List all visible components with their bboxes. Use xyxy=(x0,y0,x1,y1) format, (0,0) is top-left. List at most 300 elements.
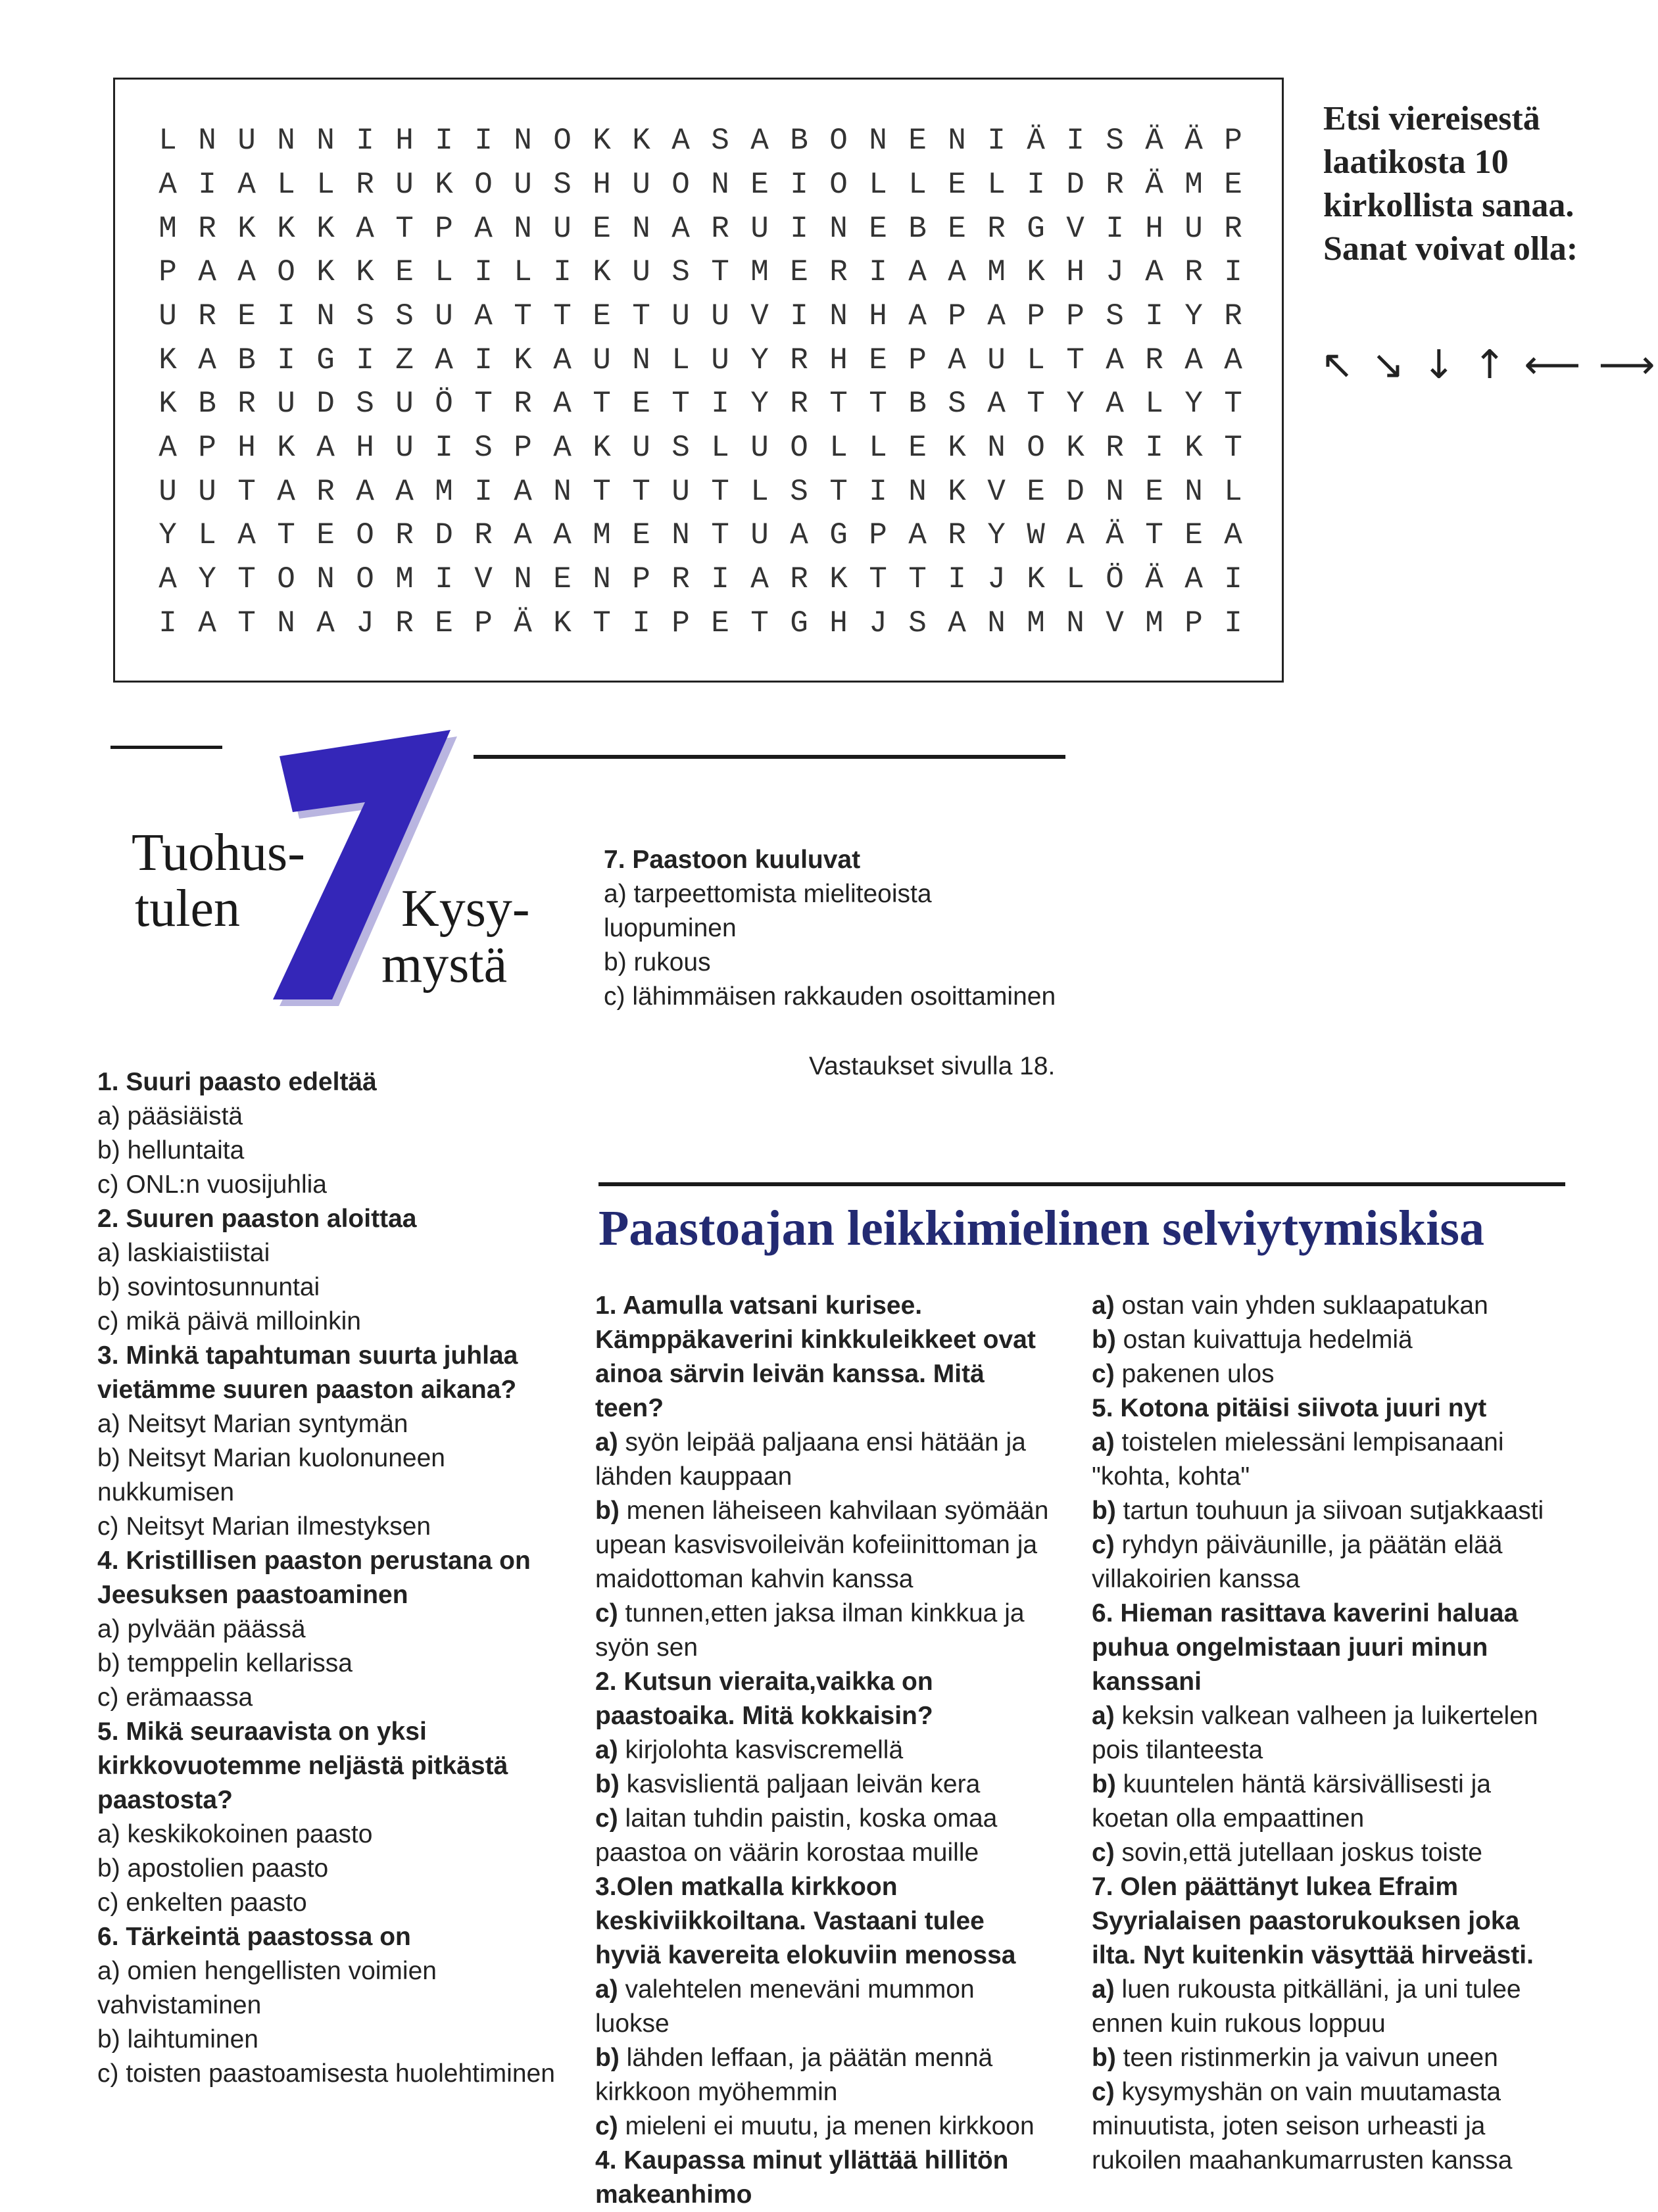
quiz-answer-option: a) keskikokoinen paasto xyxy=(97,1820,373,1848)
grid-letter: N xyxy=(593,562,611,596)
game-column-1 xyxy=(595,1289,1056,2212)
word-search-grid xyxy=(148,119,1253,645)
grid-letter: A xyxy=(987,299,1006,333)
grid-letter: K xyxy=(158,387,177,421)
grid-letter: E xyxy=(553,562,572,596)
grid-letter: N xyxy=(514,124,532,158)
grid-letter: G xyxy=(1027,211,1045,246)
grid-letter: Y xyxy=(987,518,1006,553)
grid-letter: U xyxy=(395,167,414,202)
game-answer-option xyxy=(595,1733,1056,1767)
quiz-left-column xyxy=(97,1065,558,2091)
grid-letter: K xyxy=(1027,255,1045,290)
grid-letter: J xyxy=(869,606,887,640)
grid-letter: G xyxy=(790,606,808,640)
game-answer-text: tunnen,etten jaksa ilman kinkkua ja syön sen xyxy=(595,1599,1025,1662)
grid-letter: H xyxy=(1145,211,1163,246)
grid-letter: O xyxy=(790,430,808,465)
grid-letter: Z xyxy=(395,343,414,377)
grid-letter: U xyxy=(987,343,1006,377)
grid-letter: N xyxy=(632,343,650,377)
grid-letter: Ä xyxy=(1145,124,1163,158)
grid-letter: R xyxy=(790,387,808,421)
grid-letter: N xyxy=(632,211,650,246)
grid-letter: B xyxy=(198,387,216,421)
grid-letter: R xyxy=(1224,299,1242,333)
game-answer-option xyxy=(595,2041,1056,2109)
grid-letter: A xyxy=(1145,255,1163,290)
quiz-question: 5. Mikä seuraavista on yksi kirkkovuotemme neljästä pitkästä paastosta? xyxy=(97,1718,508,1814)
grid-letter: R xyxy=(671,562,690,596)
grid-letter: S xyxy=(395,299,414,333)
grid-letter: T xyxy=(711,474,729,509)
grid-letter: I xyxy=(356,124,374,158)
grid-letter: A xyxy=(1066,518,1085,553)
grid-letter: U xyxy=(632,430,650,465)
game-column-2 xyxy=(1092,1289,1559,2178)
grid-letter: H xyxy=(829,343,848,377)
grid-letter: U xyxy=(750,430,769,465)
grid-letter: E xyxy=(869,343,887,377)
grid-letter: A xyxy=(316,606,335,640)
game-answer-letter: a) xyxy=(595,1428,618,1456)
grid-letter: H xyxy=(356,430,374,465)
grid-letter: A xyxy=(474,211,493,246)
grid-letter: S xyxy=(948,387,966,421)
grid-letter: T xyxy=(237,474,256,509)
grid-letter: Y xyxy=(198,562,216,596)
grid-letter: O xyxy=(277,562,295,596)
game-answer-letter: b) xyxy=(1092,1326,1116,1354)
grid-letter: K xyxy=(593,124,611,158)
grid-letter: R xyxy=(316,474,335,509)
grid-letter: T xyxy=(1224,387,1242,421)
grid-letter: E xyxy=(948,211,966,246)
grid-letter: T xyxy=(553,299,572,333)
grid-letter: O xyxy=(474,167,493,202)
grid-letter: A xyxy=(908,299,927,333)
grid-letter: S xyxy=(356,387,374,421)
game-answer-text: kysymyshän on vain muutamasta minuutista, joten seison urheasti ja rukoilen maahankumarrusten kanssa xyxy=(1092,2078,1513,2175)
grid-letter: S xyxy=(790,474,808,509)
quiz-answer-option: c) erämaassa xyxy=(97,1683,253,1712)
grid-letter: V xyxy=(750,299,769,333)
grid-letter: L xyxy=(869,430,887,465)
grid-letter: I xyxy=(869,474,887,509)
answers-note: Vastaukset sivulla 18. xyxy=(809,1052,1056,1080)
grid-letter: K xyxy=(829,562,848,596)
quiz-answer-option: b) sovintosunnuntai xyxy=(97,1273,320,1301)
quiz-answer-option: b) rukous xyxy=(604,948,711,976)
grid-letter: P xyxy=(1184,606,1203,640)
grid-letter: P xyxy=(671,606,690,640)
grid-letter: K xyxy=(237,211,256,246)
grid-letter: A xyxy=(158,167,177,202)
grid-letter: J xyxy=(987,562,1006,596)
grid-letter: L xyxy=(908,167,927,202)
grid-letter: T xyxy=(829,474,848,509)
grid-letter: I xyxy=(790,299,808,333)
grid-letter: K xyxy=(632,124,650,158)
game-answer-option xyxy=(1092,2041,1559,2075)
grid-letter: L xyxy=(750,474,769,509)
grid-letter: L xyxy=(158,124,177,158)
grid-letter: I xyxy=(1145,430,1163,465)
quiz-question: 6. Tärkeintä paastossa on xyxy=(97,1923,411,1951)
grid-letter: A xyxy=(1184,343,1203,377)
grid-letter: N xyxy=(987,430,1006,465)
grid-letter: T xyxy=(1145,518,1163,553)
grid-letter: A xyxy=(198,606,216,640)
grid-letter: A xyxy=(553,343,572,377)
direction-arrows-icon: ↖ ↘ ↓ ↑ ⟵ ⟶ xyxy=(1321,342,1658,388)
grid-letter: T xyxy=(593,606,611,640)
grid-letter: Y xyxy=(1184,299,1203,333)
grid-letter: A xyxy=(158,562,177,596)
grid-letter: I xyxy=(711,387,729,421)
grid-letter: I xyxy=(1145,299,1163,333)
game-question: 7. Olen päättänyt lukea Efraim Syyrialaisen paastorukouksen joka ilta. Nyt kuitenkin väsyttää hirveästi. xyxy=(1092,1873,1534,1969)
grid-letter: V xyxy=(1106,606,1124,640)
grid-letter: U xyxy=(435,299,453,333)
grid-letter: H xyxy=(829,606,848,640)
game-answer-text: ryhdyn päiväunille, ja päätän elää villakoirien kanssa xyxy=(1092,1531,1503,1593)
grid-letter: U xyxy=(158,474,177,509)
grid-letter: K xyxy=(1066,430,1085,465)
grid-letter: A xyxy=(553,430,572,465)
grid-letter: B xyxy=(790,124,808,158)
grid-letter: U xyxy=(553,211,572,246)
game-answer-letter: a) xyxy=(595,1975,618,2004)
grid-letter: I xyxy=(1224,606,1242,640)
grid-letter: N xyxy=(1106,474,1124,509)
game-answer-option xyxy=(1092,1323,1559,1357)
grid-letter: I xyxy=(1224,255,1242,290)
quiz-answer-option: b) helluntaita xyxy=(97,1136,245,1165)
grid-letter: A xyxy=(1184,562,1203,596)
grid-letter: N xyxy=(198,124,216,158)
grid-letter: N xyxy=(987,606,1006,640)
grid-letter: T xyxy=(908,562,927,596)
grid-letter: I xyxy=(474,124,493,158)
grid-letter: N xyxy=(316,299,335,333)
quiz-title-kysy: Kysy- xyxy=(401,880,530,938)
grid-letter: M xyxy=(1145,606,1163,640)
quiz-answer-option: a) tarpeettomista mieliteoista luopuminen xyxy=(604,880,932,942)
grid-letter: N xyxy=(829,211,848,246)
grid-letter: S xyxy=(671,255,690,290)
grid-letter: T xyxy=(671,387,690,421)
grid-letter: U xyxy=(671,299,690,333)
grid-letter: I xyxy=(553,255,572,290)
grid-letter: E xyxy=(1027,474,1045,509)
grid-letter: I xyxy=(1224,562,1242,596)
grid-letter: U xyxy=(158,299,177,333)
grid-letter: L xyxy=(1224,474,1242,509)
game-answer-option xyxy=(595,1494,1056,1597)
game-answer-letter: c) xyxy=(1092,2078,1115,2106)
game-answer-option xyxy=(1092,1699,1559,1767)
grid-letter: U xyxy=(711,343,729,377)
grid-letter: L xyxy=(829,430,848,465)
grid-letter: N xyxy=(277,606,295,640)
grid-letter: I xyxy=(632,606,650,640)
grid-letter: K xyxy=(593,255,611,290)
grid-letter: E xyxy=(750,167,769,202)
grid-letter: G xyxy=(316,343,335,377)
game-answer-letter: c) xyxy=(595,2112,618,2140)
grid-letter: E xyxy=(908,124,927,158)
game-answer-letter: b) xyxy=(595,2044,620,2072)
grid-letter: P xyxy=(869,518,887,553)
grid-letter: A xyxy=(514,474,532,509)
game-answer-option xyxy=(1092,1836,1559,1870)
game-answer-text: luen rukousta pitkälläni, ja uni tulee ennen kuin rukous loppuu xyxy=(1092,1975,1521,2038)
grid-letter: O xyxy=(356,518,374,553)
grid-letter: I xyxy=(474,255,493,290)
grid-letter: Ö xyxy=(1106,562,1124,596)
game-answer-text: ostan vain yhden suklaapatukan xyxy=(1114,1291,1488,1320)
grid-letter: I xyxy=(435,562,453,596)
grid-letter: R xyxy=(790,343,808,377)
game-question: 6. Hieman rasittava kaverini haluaa puhua ongelmistaan juuri minun kanssani xyxy=(1092,1599,1519,1696)
game-answer-option xyxy=(1092,1973,1559,2041)
grid-letter: E xyxy=(1184,518,1203,553)
grid-letter: E xyxy=(237,299,256,333)
grid-letter: S xyxy=(553,167,572,202)
grid-letter: R xyxy=(1145,343,1163,377)
game-question: 4. Kaupassa minut yllättää hillitön makeanhimo xyxy=(595,2146,1009,2209)
quiz-answer-option: c) toisten paastoamisesta huolehtiminen xyxy=(97,2059,555,2088)
grid-letter: B xyxy=(237,343,256,377)
grid-letter: I xyxy=(869,255,887,290)
grid-letter: U xyxy=(277,387,295,421)
game-answer-option xyxy=(595,1973,1056,2041)
grid-letter: E xyxy=(869,211,887,246)
grid-letter: P xyxy=(1066,299,1085,333)
grid-letter: A xyxy=(237,255,256,290)
grid-letter: Y xyxy=(1184,387,1203,421)
game-answer-letter: c) xyxy=(1092,1360,1115,1388)
grid-letter: L xyxy=(711,430,729,465)
grid-letter: L xyxy=(1145,387,1163,421)
grid-letter: I xyxy=(198,167,216,202)
grid-letter: L xyxy=(671,343,690,377)
quiz-answer-option: a) omien hengellisten voimien vahvistaminen xyxy=(97,1957,437,2019)
game-answer-letter: b) xyxy=(595,1497,620,1525)
grid-letter: T xyxy=(1027,387,1045,421)
grid-letter: Ä xyxy=(1145,167,1163,202)
quiz-answer-option: c) enkelten paasto xyxy=(97,1888,307,1917)
grid-letter: M xyxy=(395,562,414,596)
grid-letter: T xyxy=(1224,430,1242,465)
game-answer-option xyxy=(1092,1528,1559,1597)
grid-letter: L xyxy=(198,518,216,553)
grid-letter: R xyxy=(711,211,729,246)
grid-letter: S xyxy=(356,299,374,333)
grid-letter: T xyxy=(869,562,887,596)
game-answer-option xyxy=(1092,2075,1559,2178)
game-answer-text: kirjolohta kasviscremellä xyxy=(618,1736,904,1764)
grid-letter: K xyxy=(316,255,335,290)
grid-letter: D xyxy=(316,387,335,421)
grid-letter: E xyxy=(593,211,611,246)
grid-letter: R xyxy=(1106,167,1124,202)
grid-letter: O xyxy=(829,167,848,202)
game-question: 1. Aamulla vatsani kurisee. Kämppäkaverini kinkkuleikkeet ovat ainoa särvin leivän kanssa. Mitä teen? xyxy=(595,1291,1036,1422)
game-answer-letter: c) xyxy=(1092,1531,1115,1559)
grid-letter: M xyxy=(750,255,769,290)
grid-letter: I xyxy=(790,167,808,202)
grid-letter: I xyxy=(1106,211,1124,246)
grid-letter: E xyxy=(1145,474,1163,509)
grid-letter: I xyxy=(1027,167,1045,202)
grid-letter: O xyxy=(671,167,690,202)
quiz-answer-option: c) mikä päivä milloinkin xyxy=(97,1307,361,1335)
grid-letter: U xyxy=(514,167,532,202)
game-answer-letter: b) xyxy=(595,1770,620,1798)
grid-letter: R xyxy=(474,518,493,553)
grid-letter: P xyxy=(435,211,453,246)
rule-left-long xyxy=(474,755,1065,759)
game-answer-letter: b) xyxy=(1092,2044,1116,2072)
grid-letter: R xyxy=(829,255,848,290)
game-answer-option xyxy=(595,1802,1056,1870)
grid-letter: L xyxy=(1027,343,1045,377)
word-search-instruction: Etsi viereisestä laatikosta 10 kirkollista sanaa. Sanat voivat olla: xyxy=(1323,100,1578,268)
grid-letter: R xyxy=(948,518,966,553)
game-answer-letter: b) xyxy=(1092,1497,1116,1525)
grid-letter: K xyxy=(277,430,295,465)
grid-letter: O xyxy=(277,255,295,290)
grid-letter: R xyxy=(198,299,216,333)
grid-letter: R xyxy=(790,562,808,596)
game-answer-option xyxy=(1092,1494,1559,1528)
grid-letter: T xyxy=(593,387,611,421)
grid-letter: Ä xyxy=(1106,518,1124,553)
game-answer-text: ostan kuivattuja hedelmiä xyxy=(1115,1326,1413,1354)
grid-letter: A xyxy=(948,255,966,290)
game-answer-text: laitan tuhdin paistin, koska omaa paastoa on väärin korostaa muille xyxy=(595,1804,998,1867)
grid-letter: R xyxy=(1224,211,1242,246)
grid-letter: T xyxy=(514,299,532,333)
grid-letter: R xyxy=(198,211,216,246)
grid-letter: T xyxy=(277,518,295,553)
grid-letter: H xyxy=(395,124,414,158)
grid-letter: K xyxy=(1184,430,1203,465)
grid-letter: E xyxy=(948,167,966,202)
grid-letter: E xyxy=(908,430,927,465)
game-answer-letter: b) xyxy=(1092,1770,1116,1798)
grid-letter: I xyxy=(277,343,295,377)
quiz-title-tuohus: Tuohus- xyxy=(132,824,305,882)
grid-letter: T xyxy=(237,562,256,596)
grid-letter: A xyxy=(987,387,1006,421)
grid-letter: A xyxy=(237,167,256,202)
grid-letter: K xyxy=(948,430,966,465)
grid-letter: V xyxy=(987,474,1006,509)
grid-letter: D xyxy=(435,518,453,553)
grid-letter: A xyxy=(750,562,769,596)
grid-letter: N xyxy=(869,124,887,158)
game-answer-option xyxy=(595,1426,1056,1494)
grid-letter: P xyxy=(948,299,966,333)
game-answer-text: syön leipää paljaana ensi hätään ja lähden kauppaan xyxy=(595,1428,1026,1491)
grid-letter: O xyxy=(1027,430,1045,465)
game-answer-text: valehtelen meneväni mummon luokse xyxy=(595,1975,975,2038)
grid-letter: U xyxy=(632,167,650,202)
grid-letter: P xyxy=(158,255,177,290)
grid-letter: I xyxy=(790,211,808,246)
word-search-box xyxy=(113,78,1284,683)
grid-letter: A xyxy=(948,606,966,640)
grid-letter: G xyxy=(829,518,848,553)
game-answer-option xyxy=(1092,1357,1559,1391)
grid-letter: Ä xyxy=(1184,124,1203,158)
grid-letter: I xyxy=(948,562,966,596)
grid-letter: E xyxy=(632,518,650,553)
grid-letter: S xyxy=(908,606,927,640)
quiz-answer-option: a) Neitsyt Marian syntymän xyxy=(97,1410,408,1438)
grid-letter: I xyxy=(474,474,493,509)
grid-letter: U xyxy=(395,387,414,421)
quiz-answer-option: a) pääsiäistä xyxy=(97,1102,243,1130)
game-answer-text: lähden leffaan, ja päätän mennä kirkkoon myöhemmin xyxy=(595,2044,993,2106)
game-answer-text: teen ristinmerkin ja vaivun uneen xyxy=(1115,2044,1498,2072)
grid-letter: U xyxy=(237,124,256,158)
grid-letter: U xyxy=(750,518,769,553)
grid-letter: N xyxy=(514,562,532,596)
grid-letter: M xyxy=(1027,606,1045,640)
grid-letter: H xyxy=(593,167,611,202)
grid-letter: I xyxy=(158,606,177,640)
grid-letter: E xyxy=(632,387,650,421)
grid-letter: A xyxy=(237,518,256,553)
grid-letter: A xyxy=(553,518,572,553)
grid-letter: A xyxy=(316,430,335,465)
grid-letter: K xyxy=(553,606,572,640)
grid-letter: K xyxy=(277,211,295,246)
game-answer-text: pakenen ulos xyxy=(1114,1360,1275,1388)
grid-letter: P xyxy=(474,606,493,640)
game-answer-option xyxy=(1092,1426,1559,1494)
grid-letter: I xyxy=(356,343,374,377)
quiz-question: 7. Paastoon kuuluvat xyxy=(604,846,861,874)
game-answer-option xyxy=(1092,1767,1559,1836)
grid-letter: J xyxy=(356,606,374,640)
grid-letter: I xyxy=(987,124,1006,158)
grid-letter: I xyxy=(1066,124,1085,158)
grid-letter: U xyxy=(593,343,611,377)
grid-letter: Y xyxy=(1066,387,1085,421)
grid-letter: E xyxy=(316,518,335,553)
rule-game-top xyxy=(598,1182,1565,1186)
grid-letter: R xyxy=(1106,430,1124,465)
grid-letter: E xyxy=(1224,167,1242,202)
grid-letter: R xyxy=(987,211,1006,246)
grid-letter: A xyxy=(356,211,374,246)
grid-letter: I xyxy=(435,124,453,158)
grid-letter: K xyxy=(356,255,374,290)
quiz-answer-option: b) Neitsyt Marian kuolonuneen nukkumisen xyxy=(97,1444,445,1506)
grid-letter: L xyxy=(277,167,295,202)
grid-letter: L xyxy=(514,255,532,290)
grid-letter: V xyxy=(1066,211,1085,246)
grid-letter: A xyxy=(671,124,690,158)
grid-letter: T xyxy=(395,211,414,246)
grid-letter: A xyxy=(395,474,414,509)
quiz-answer-option: a) pylvään päässä xyxy=(97,1615,306,1643)
